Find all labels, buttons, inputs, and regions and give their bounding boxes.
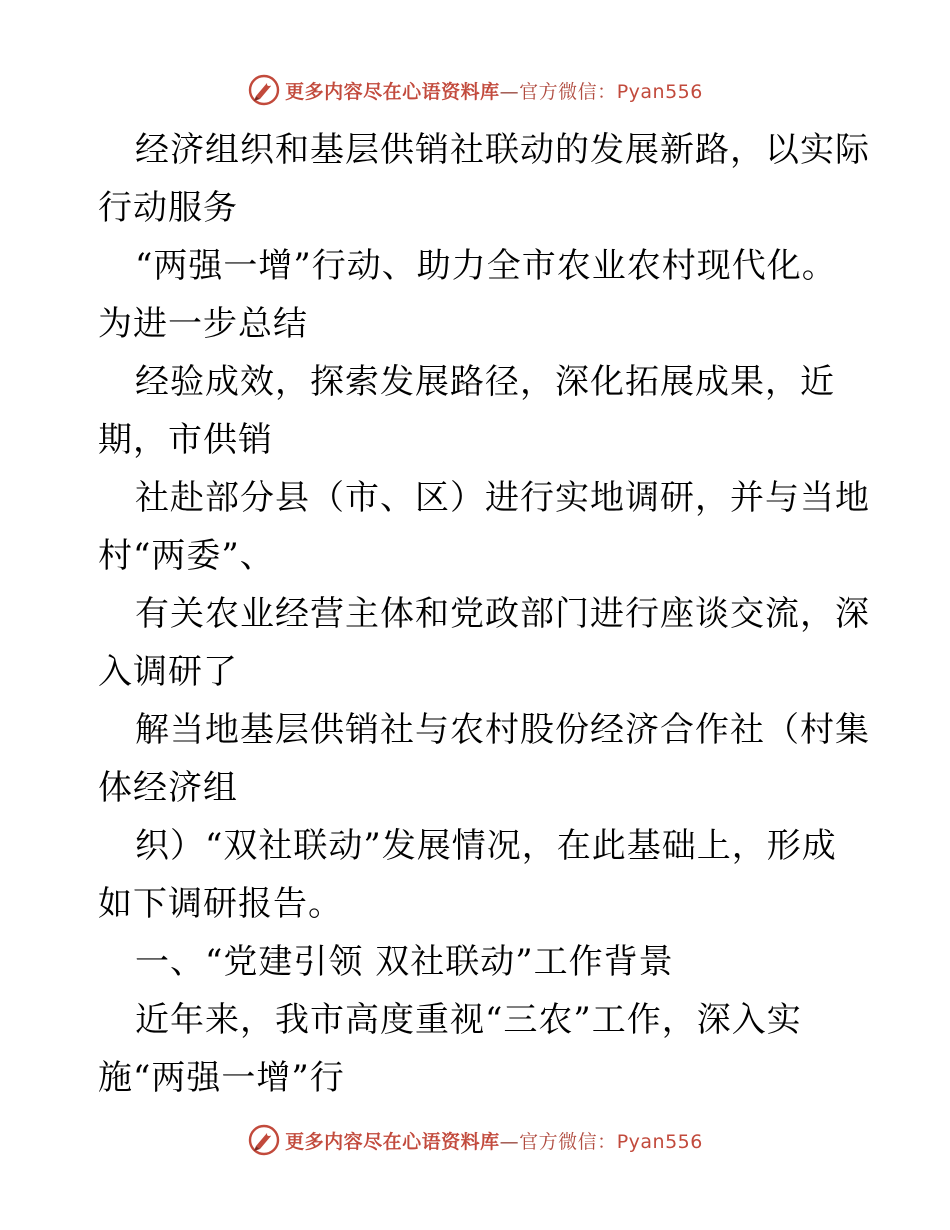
header-banner-text — [285, 77, 703, 104]
footer-banner-weixin-label: 官方微信： — [519, 1130, 617, 1153]
pen-logo-icon — [247, 73, 281, 107]
body-line: 经济组织和基层供销社联动的发展新路，以实际 — [135, 130, 870, 170]
header-banner — [0, 70, 950, 110]
header-banner-weixin-label: 官方微信： — [519, 80, 617, 103]
body-line: 期，市供销 — [98, 420, 273, 460]
body-line: 体经济组 — [98, 768, 238, 808]
section-heading: 一、“党建引领 双社联动”工作背景 — [135, 942, 674, 982]
footer-banner-title: 更多内容尽在心语资料库 — [285, 1130, 500, 1153]
header-banner-dash: — — [499, 80, 520, 103]
pen-logo-icon — [247, 1123, 281, 1157]
body-line: 有关农业经营主体和党政部门进行座谈交流，深 — [135, 594, 870, 634]
body-line: 近年来，我市高度重视“三农”工作，深入实 — [135, 1000, 802, 1040]
header-banner-title: 更多内容尽在心语资料库 — [285, 80, 500, 103]
body-line: 行动服务 — [98, 188, 238, 228]
footer-banner-text — [285, 1127, 703, 1154]
body-line: 解当地基层供销社与农村股份经济合作社（村集 — [135, 710, 870, 750]
header-banner-weixin-id: Pyan556 — [616, 80, 703, 103]
document-body — [98, 121, 870, 1107]
footer-banner — [0, 1120, 950, 1160]
body-line: 为进一步总结 — [98, 304, 308, 344]
body-line: 社赴部分县（市、区）进行实地调研，并与当地 — [135, 478, 870, 518]
body-line: 织）“双社联动”发展情况，在此基础上，形成 — [135, 826, 837, 866]
body-line: 入调研了 — [98, 652, 238, 692]
footer-banner-dash: — — [499, 1130, 520, 1153]
body-line: 经验成效，探索发展路径，深化拓展成果，近 — [135, 362, 835, 402]
footer-banner-weixin-id: Pyan556 — [616, 1130, 703, 1153]
body-line: 如下调研报告。 — [98, 884, 343, 924]
body-line: “两强一增”行动、助力全市农业农村现代化。 — [135, 246, 837, 286]
body-line: 村“两委”、 — [98, 536, 275, 576]
body-line: 施“两强一增”行 — [98, 1058, 345, 1098]
